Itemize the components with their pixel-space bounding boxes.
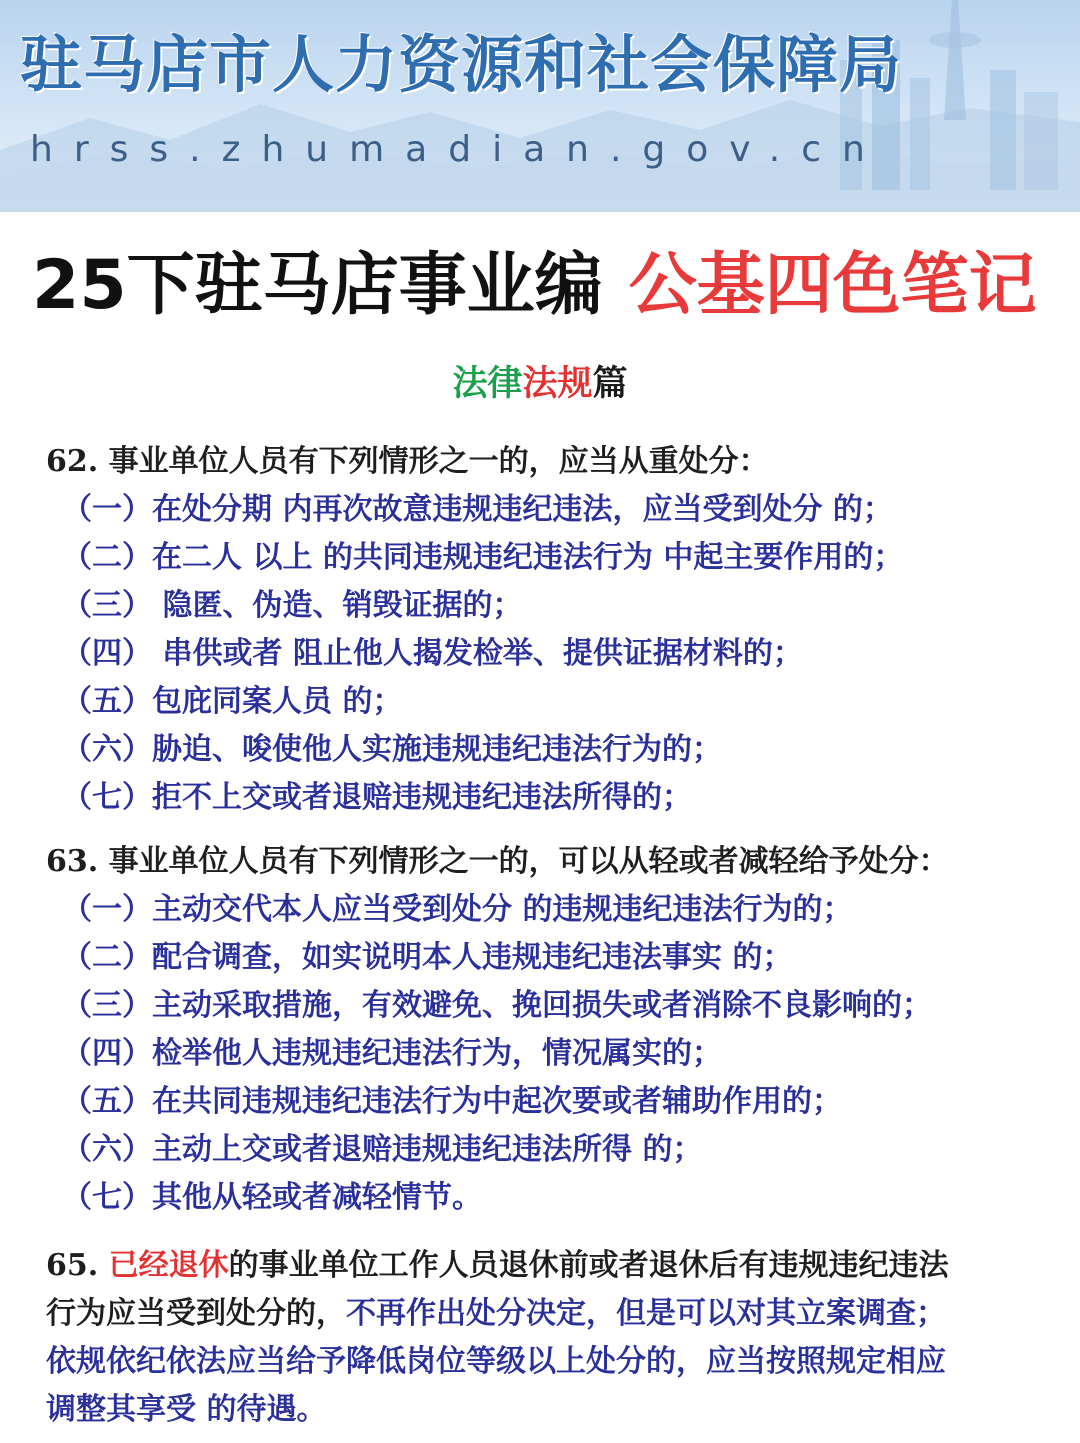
- page-title: [32, 246, 1037, 325]
- list-item: （一）主动交代本人应当受到处分 的违规违纪违法行为的；: [62, 892, 853, 927]
- list-item: （四） 串供或者 阻止他人揭发检举、提供证据材料的；: [62, 636, 803, 671]
- list-item: （五）在共同违规违纪违法行为中起次要或者辅助作用的；: [62, 1084, 842, 1119]
- article-65-line-1-text: 的事业单位工作人员退休前或者退休后有违规违纪违法: [228, 1248, 949, 1283]
- article-65-line-1: [46, 1242, 1056, 1290]
- list-item: （六）胁迫、唆使他人实施违规违纪违法行为的；: [62, 732, 722, 767]
- list-item: （一）在处分期 内再次故意违规违纪违法，应当受到处分 的；: [62, 492, 893, 527]
- subtitle-dark: 篇: [592, 363, 628, 404]
- list-item: （四）检举他人违规违纪违法行为，情况属实的；: [62, 1036, 722, 1071]
- list-item: （七）其他从轻或者减轻情节。: [62, 1180, 482, 1215]
- bureau-title: 驻马店市人力资源和社会保障局: [20, 28, 903, 101]
- bureau-website-url: hrss.zhumadian.gov.cn: [30, 129, 886, 170]
- list-item: （五）包庇同案人员 的；: [62, 684, 403, 719]
- article-65: [46, 1242, 1056, 1434]
- list-item: （三） 隐匿、伪造、销毁证据的；: [62, 588, 523, 623]
- article-65-line-3: 依规依纪依法应当给予降低岗位等级以上处分的，应当按照规定相应: [46, 1344, 946, 1379]
- title-main: 25下驻马店事业编: [32, 246, 603, 325]
- article-65-line-2-blue: 不再作出处分决定，但是可以对其立案调查；: [346, 1296, 946, 1331]
- article-62-heading: 62. 事业单位人员有下列情形之一的，应当从重处分：: [46, 444, 769, 479]
- list-item: （二）在二人 以上 的共同违规违纪违法行为 中起主要作用的；: [62, 540, 904, 575]
- subtitle-red: 法规: [522, 363, 593, 404]
- chapter-subtitle: [0, 363, 1080, 404]
- list-item: （二）配合调查，如实说明本人违规违纪违法事实 的；: [62, 940, 793, 975]
- header-banner: [0, 0, 1080, 212]
- article-63: [46, 838, 1056, 1222]
- article-65-line-4: 调整其享受 的待遇。: [46, 1392, 327, 1427]
- title-highlight: 公基四色笔记: [628, 246, 1037, 325]
- list-item: （七）拒不上交或者退赔违规违纪违法所得的；: [62, 780, 692, 815]
- subtitle-green: 法律: [452, 363, 523, 404]
- article-65-line-2: [46, 1290, 1056, 1338]
- article-63-heading: 63. 事业单位人员有下列情形之一的，可以从轻或者减轻给予处分：: [46, 844, 949, 879]
- list-item: （六）主动上交或者退赔违规违纪违法所得 的；: [62, 1132, 703, 1167]
- list-item: （三）主动采取措施，有效避免、挽回损失或者消除不良影响的；: [62, 988, 932, 1023]
- retired-highlight: 已经退休: [108, 1248, 229, 1283]
- article-62: [46, 438, 1056, 822]
- article-65-line-2-dark: 行为应当受到处分的，: [46, 1296, 346, 1331]
- article-65-number: 65.: [46, 1248, 109, 1283]
